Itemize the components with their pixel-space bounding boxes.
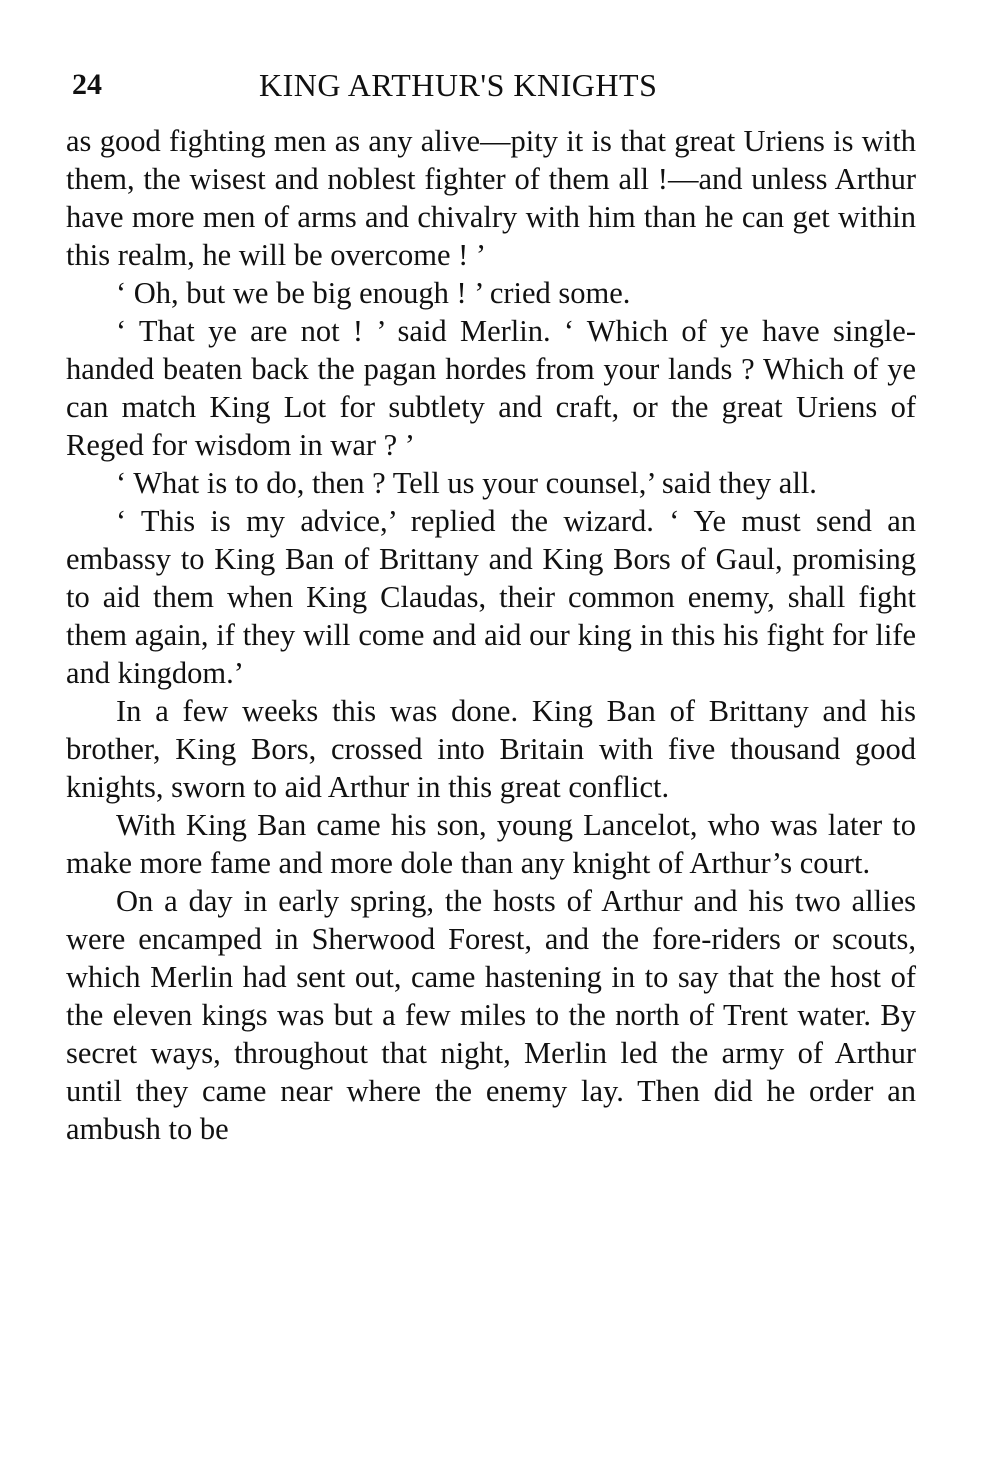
body-text <box>66 122 916 1148</box>
paragraph: ‘ This is my advice,’ replied the wizard. ‘ Ye must send an embassy to King Ban of Brittany and King Bors of Gaul, promising to aid them when King Claudas, their common enemy, shall fight them again, if they will come and aid our king in this his fight for life and kingdom.’ <box>66 504 916 690</box>
page-number: 24 <box>72 68 102 101</box>
paragraph: ‘ What is to do, then ? Tell us your counsel,’ said they all. <box>116 466 817 500</box>
book-page <box>66 60 916 1148</box>
page-header <box>66 60 916 108</box>
running-head: KING ARTHUR'S KNIGHTS <box>259 67 658 103</box>
paragraph: as good fighting men as any alive—pity it is that great Uriens is with them, the wisest and noblest fighter of them all !—and unless Arthur have more men of arms and chivalry with him than he can get within this realm, he will be overcome ! ’ <box>66 124 916 272</box>
paragraph: ‘ Oh, but we be big enough ! ’ cried some. <box>116 276 631 310</box>
paragraph: On a day in early spring, the hosts of Arthur and his two allies were encamped in Sherwood Forest, and the fore-riders or scouts, which Merlin had sent out, came hastening in to say that the host of the eleven kings was but a few miles to the north of Trent water. By secret ways, throughout that night, Merlin led the army of Arthur until they came near where the enemy lay. Then did he order an ambush to be <box>66 884 916 1146</box>
paragraph: In a few weeks this was done. King Ban of Brittany and his brother, King Bors, crossed into Britain with five thousand good knights, sworn to aid Arthur in this great conflict. <box>66 694 916 804</box>
paragraph: ‘ That ye are not ! ’ said Merlin. ‘ Which of ye have single-handed beaten back the pagan hordes from your lands ? Which of ye can match King Lot for subtlety and craft, or the great Uriens of Reged for wisdom in war ? ’ <box>66 314 916 462</box>
paragraph: With King Ban came his son, young Lancelot, who was later to make more fame and more dole than any knight of Arthur’s court. <box>66 808 916 880</box>
